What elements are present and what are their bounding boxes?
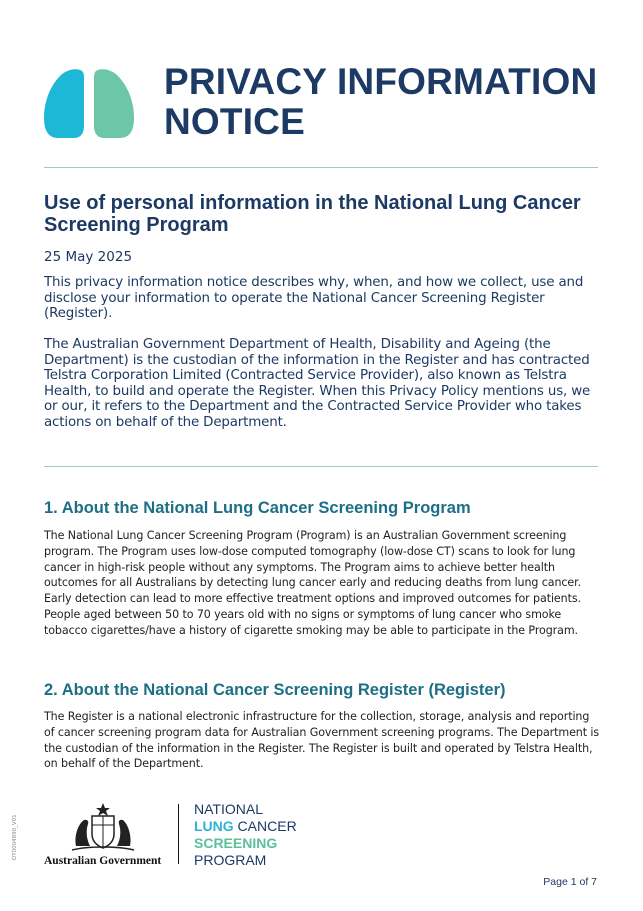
section-heading: 1. About the National Lung Cancer Screening Program xyxy=(44,499,471,517)
section-heading: 2. About the National Cancer Screening Register (Register) xyxy=(44,681,506,699)
coat-of-arms-icon xyxy=(68,802,138,854)
page-number: Page 1 of 7 xyxy=(543,876,597,888)
divider xyxy=(44,466,598,467)
government-label: Australian Government xyxy=(44,855,162,867)
logo-line: SCREENING xyxy=(194,835,278,851)
logo-line: NATIONAL xyxy=(194,801,263,817)
logo-line: LUNG xyxy=(194,818,234,834)
intro-paragraph: This privacy information notice describes why, when, and how we collect, use and disclose your information to operate the National Cancer Screening Register (Register). xyxy=(44,275,584,321)
intro-paragraph: The Australian Government Department of Health, Disability and Ageing (the Department) is the custodian of the information in the Register and has contracted Telstra Corporation Limited (Contracted Service Provider), also known as Telstra Health, to build and operate the Register. When this Privacy Policy mentions us, we or our, it refers to the Department and the Contracted Service Provider who takes actions on behalf of the Department. xyxy=(44,337,591,430)
section-body: The National Lung Cancer Screening Program (Program) is an Australian Government screening program. The Program uses low-dose computed tomography (low-dose CT) scans to look for lung cancer in high-risk people without any symptoms. The Program aims to achieve better health outcomes for all Australians by detecting lung cancer early and reducing deaths from lung cancer. Early detection can lead to more effective treatment options and improved outcomes for patients. People aged between 50 to 70 years old with no signs or symptoms of lung cancer who smoke tobacco cigarettes/have a history of cigarette smoking may be able to participate in the Program. xyxy=(44,529,582,637)
lungs-icon xyxy=(44,68,134,140)
logo-line: CANCER xyxy=(233,818,297,834)
logo-divider xyxy=(178,804,179,864)
divider xyxy=(44,167,598,168)
document-date: 25 May 2025 xyxy=(44,249,133,265)
section-body: The Register is a national electronic infrastructure for the collection, storage, analysis and reporting of cancer screening program data for Australian Government screening programs. The Department is the custodian of the information in the Register. The Register is built and operated by Telstra Health, on behalf of the Department. xyxy=(44,710,600,771)
page-title: PRIVACY INFORMATION NOTICE xyxy=(164,61,598,142)
document-subtitle: Use of personal information in the National Lung Cancer Screening Program xyxy=(44,192,581,236)
document-code: DT0004890_V01 xyxy=(12,814,18,860)
program-logo xyxy=(194,801,297,869)
logo-line: PROGRAM xyxy=(194,852,267,868)
